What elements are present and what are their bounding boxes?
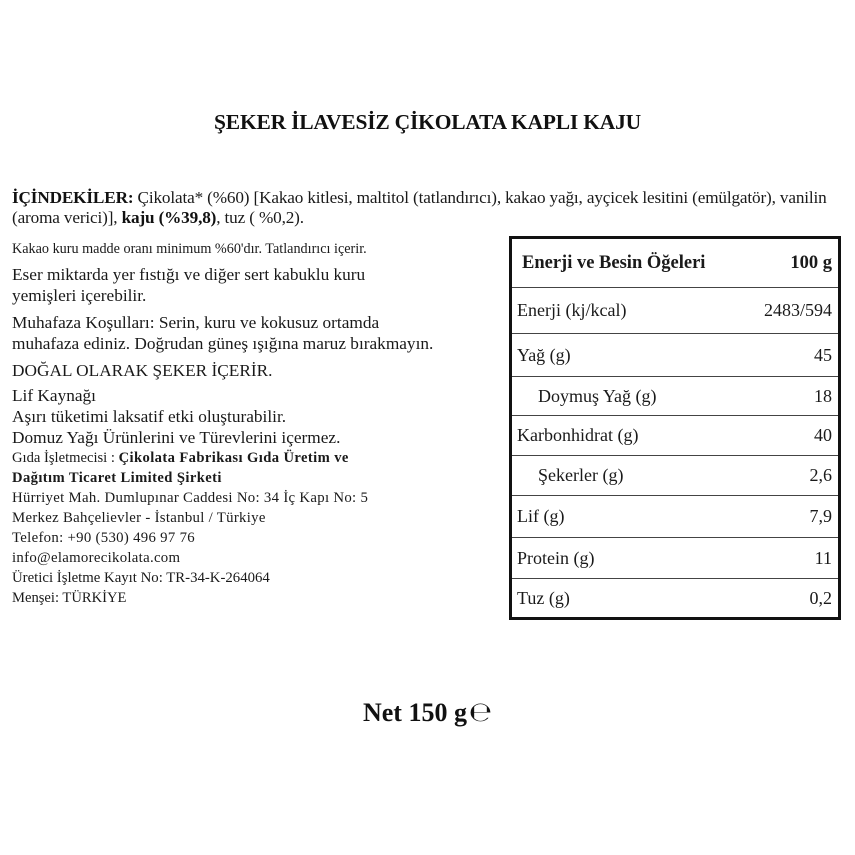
nutrient-label: Şekerler (g)	[538, 465, 624, 485]
food-operator-label: Gıda İşletmecisi :	[12, 450, 119, 466]
net-weight	[0, 697, 855, 728]
food-operator-line1	[12, 448, 507, 468]
nutrient-label: Lif (g)	[517, 506, 565, 526]
fiber-source-claim: Lif Kaynağı	[12, 386, 96, 405]
nutrition-row-carbohydrate	[512, 416, 838, 456]
storage-conditions-line1: Muhafaza Koşulları: Serin, kuru ve kokusuz ortamda	[12, 313, 380, 332]
nutrition-row-fat	[512, 334, 838, 377]
nutrient-label: Enerji (kj/kcal)	[517, 300, 627, 320]
nutrition-row-energy	[512, 288, 838, 334]
nutrient-value: 0,2	[809, 587, 832, 608]
ingredients-cashew: kaju (%39,8)	[121, 208, 217, 227]
nutrition-row-fiber	[512, 496, 838, 538]
country-of-origin: Menşei: TÜRKİYE	[12, 590, 127, 606]
email-address: info@elamorecikolata.com	[12, 550, 181, 566]
address-line1: Hürriyet Mah. Dumlupınar Caddesi No: 34 İç Kapı No: 5	[12, 490, 369, 506]
natural-sugar-statement: DOĞAL OLARAK ŞEKER İÇERİR.	[12, 361, 273, 380]
nutrition-facts-table	[509, 236, 841, 620]
estimated-sign-icon: ℮	[468, 697, 493, 728]
nutrient-value: 11	[814, 547, 832, 568]
nutrient-value: 2483/594	[763, 300, 832, 320]
allergen-warning-line2: yemişleri içerebilir.	[12, 286, 147, 305]
ingredients-text-part2: , tuz ( %0,2).	[216, 208, 304, 227]
nutrient-label: Tuz (g)	[517, 587, 570, 608]
ingredients-section	[12, 188, 847, 228]
producer-registration-number: Üretici İşletme Kayıt No: TR-34-K-264064	[12, 570, 270, 586]
nutrition-row-saturated-fat	[512, 377, 838, 416]
nutrient-value: 2,6	[809, 465, 832, 485]
food-operator-name-line1: Çikolata Fabrikası Gıda Üretim ve	[118, 450, 349, 466]
nutrient-label: Karbonhidrat (g)	[517, 425, 639, 445]
ingredients-label: İÇİNDEKİLER:	[12, 188, 134, 207]
product-title: ŞEKER İLAVESİZ ÇİKOLATA KAPLI KAJU	[214, 110, 641, 134]
product-info-column	[12, 239, 507, 608]
nutrient-value: 40	[814, 425, 832, 445]
nutrition-row-salt	[512, 579, 838, 617]
no-pork-statement: Domuz Yağı Ürünlerini ve Türevlerini içermez.	[12, 428, 341, 447]
nutrient-value: 45	[814, 344, 832, 365]
nutrition-header-value: 100 g	[790, 252, 832, 273]
nutrient-value: 7,9	[809, 506, 832, 526]
nutrition-row-protein	[512, 538, 838, 579]
cocoa-note: Kakao kuru madde oranı minimum %60'dır. Tatlandırıcı içerir.	[12, 241, 367, 257]
allergen-warning-line1: Eser miktarda yer fıstığı ve diğer sert kabuklu kuru	[12, 265, 366, 284]
nutrient-label: Yağ (g)	[517, 344, 571, 365]
nutrient-value: 18	[814, 385, 832, 406]
food-operator-name-line2: Dağıtım Ticaret Limited Şirketi	[12, 470, 222, 486]
net-weight-label: Net 150 g	[362, 698, 467, 727]
nutrition-header-label: Enerji ve Besin Öğeleri	[522, 252, 706, 273]
storage-conditions-line2: muhafaza ediniz. Doğrudan güneş ışığına maruz bırakmayın.	[12, 334, 434, 353]
phone-number: Telefon: +90 (530) 496 97 76	[12, 530, 195, 546]
ingredients-text-part1: Çikolata* (%60) [Kakao kitlesi, maltitol (tatlandırıcı), kakao yağı, ayçicek lesitini (emülgatör), vanilin (aroma verici)],	[12, 188, 827, 227]
nutrition-row-sugars	[512, 456, 838, 496]
nutrient-label: Protein (g)	[517, 547, 595, 568]
laxative-warning: Aşırı tüketimi laksatif etki oluşturabilir.	[12, 407, 287, 426]
address-line2: Merkez Bahçelievler - İstanbul / Türkiye	[12, 510, 266, 526]
nutrition-header-row	[512, 239, 838, 288]
nutrient-label: Doymuş Yağ (g)	[538, 385, 657, 406]
